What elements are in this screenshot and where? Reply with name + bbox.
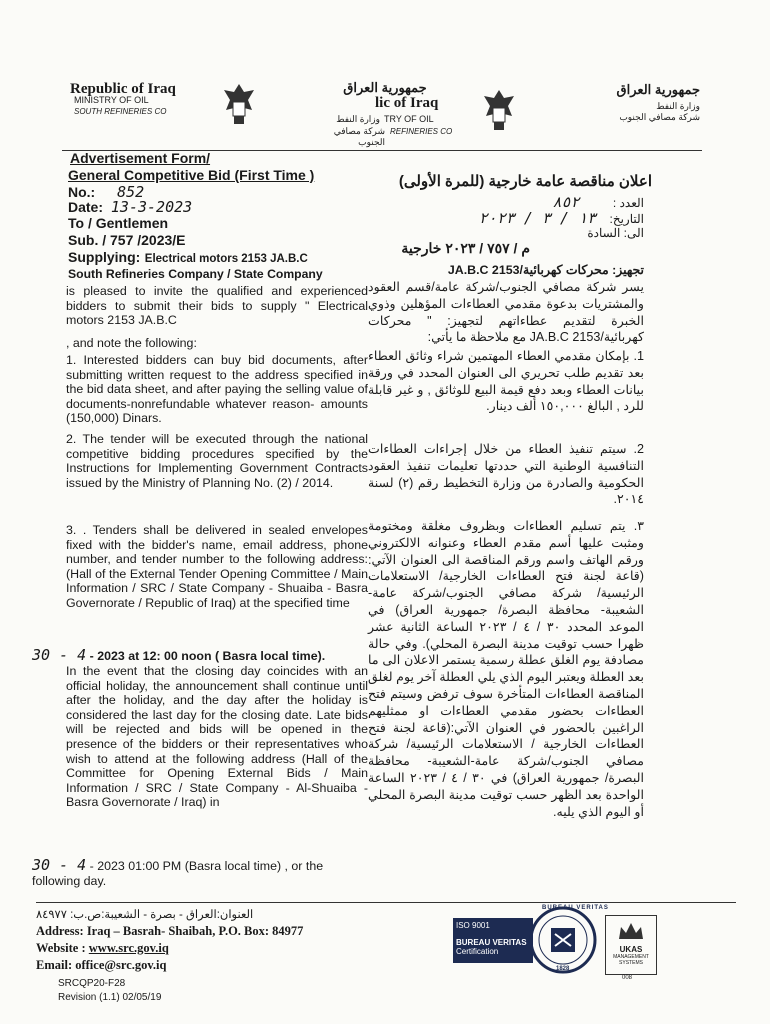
ukas-sub: MANAGEMENT SYSTEMS <box>613 954 649 966</box>
footer-email-link[interactable]: office@src.gov.iq <box>75 958 167 972</box>
arabic-date-label: التاريخ: <box>609 212 644 226</box>
english-opening-text: - 2023 01:00 PM (Basra local time) , or the following day. <box>32 859 324 888</box>
english-date-value: 13-3-2023 <box>110 198 193 216</box>
letterhead-center-company-ar: شركة مصافي الجنوب <box>333 126 385 147</box>
english-supplying-row <box>68 249 308 267</box>
english-intro: is pleased to invite the qualified and experienced bidders to submit their bids to supply " Electrical motors 2153 JA.B.C <box>66 284 368 328</box>
letterhead-left <box>70 81 220 117</box>
letterhead-center-company-en: REFINERIES CO <box>390 127 453 136</box>
english-holiday: In the event that the closing day coincides with an official holiday, the announcement shall continue until after the holiday, and the day after the holiday is considered the last day for the closing date. Late bids will be rejected and bids will be opened in the presence of the bidders or their representatives who wish to attend at the following address (Hall of the Committee for Opening External Bids / Main Information / SRC / State Company - Al-Shuaiba - Basra Governorate / Iraq) in <box>66 664 368 810</box>
letterhead-center-ministry-ar: وزارة النفط <box>336 114 380 124</box>
ukas-number: 008 <box>622 975 633 981</box>
ukas-label: UKAS <box>619 945 643 954</box>
footer-website-link[interactable]: www.src.gov.iq <box>88 941 169 955</box>
letterhead-right <box>580 84 700 123</box>
letterhead-center-ministry-en: TRY OF OIL <box>384 114 434 124</box>
english-opening-hand: 30 - 4 <box>32 856 87 874</box>
footer-address-ar: العنوان:العراق - بصرة - الشعيبة:ص.ب: ٨٤٩٧٧ <box>36 909 254 921</box>
english-company: South Refineries Company / State Company <box>68 267 323 281</box>
english-deadline-text: - 2023 at 12: 00 noon ( Basra local time). <box>89 649 326 663</box>
letterhead-center <box>315 82 455 93</box>
footer-website-row <box>36 941 169 956</box>
letterhead-right-ministry: وزارة النفط <box>656 101 700 111</box>
bv-seal-text: BUREAU VERITAS <box>542 905 609 911</box>
arabic-heading: اعلان مناقصة عامة خارجية (للمرة الأولى) <box>398 173 652 190</box>
footer-email-row <box>36 958 166 973</box>
arabic-date-row <box>479 209 644 227</box>
english-supplying-value: Electrical motors 2153 JA.B.C <box>144 253 308 265</box>
arabic-item-2: 2. سيتم تنفيذ العطاء من خلال إجراءات العطاءات التنافسية الوطنية التي حددتها تعليمات تنفيذ العقود الحكومية والصادرة من وزارة التخطيط رقم (٢) لسنة ٢٠١٤. <box>368 442 644 507</box>
arabic-sub: م / ٧٥٧ / ٢٠٢٣ خارجية <box>401 240 530 256</box>
arabic-item-1: 1. بإمكان مقدمي العطاء المهتمين شراء وثائق العطاء بعد تقديم طلب تحريري الى العنوان المحدد في ورقة بيانات العطاء وبعد دفع قيمة البيع للوثائق , و غير قابلة للرد , البالغ ١٥٠,٠٠٠ ألف دينار. <box>368 349 644 414</box>
english-date-label: Date: <box>68 199 104 215</box>
ukas-crown-icon <box>616 919 646 943</box>
bv-seal-year: 1828 <box>556 966 570 972</box>
bv-cert: Certification <box>456 947 499 956</box>
arabic-intro: يسر شركة مصافي الجنوب/شركة عامة/قسم العقود والمشتريات بدعوة مقدمي العطاءات المؤهلين وذوي الخبرة لتقديم عطاءاتهم لتجهيز: " محركات كهربائية/JA.B.C 2153 مع ملاحظة ما يأتي: <box>368 280 644 345</box>
letterhead-right-title: جمهورية العراق <box>616 82 700 97</box>
english-deadline-hand: 30 - 4 <box>32 646 87 664</box>
english-note: , and note the following: <box>66 336 197 350</box>
english-item-3: 3. . Tenders shall be delivered in sealed envelopes fixed with the bidder's name, email address, phone number, and tender number to the following address: (Hall of the External Tender Opening Committee / Main Information / SRC / State Company - Shuaiba - Basra Governorate / Republic of Iraq) at the specified time <box>66 523 368 610</box>
english-heading-1: Advertisement Form/ <box>70 150 211 166</box>
english-sub: Sub. / 757 /2023/E <box>68 232 186 248</box>
iso-label: ISO 9001 <box>456 921 490 930</box>
footer-revision: Revision (1.1) 02/05/19 <box>58 992 162 1003</box>
footer-doc-code: SRCQP20-F28 <box>58 978 126 989</box>
arabic-date-value: ١٣ / ٣ / ٢٠٢٣ <box>478 209 597 227</box>
english-no-label: No.: <box>68 184 96 200</box>
english-item-1: 1. Interested bidders can buy bid documents, after submitting written request to the address specified in the bid data sheet, and after paying the selling value of documents-nonrefundable whatever reason- amounts (150,000) Dinars. <box>66 353 368 426</box>
iraq-eagle-emblem-icon <box>480 86 518 136</box>
arabic-no-label: العدد : <box>612 196 644 210</box>
letterhead-left-ministry: MINISTRY OF OIL <box>74 95 149 105</box>
footer-email-label: Email: <box>36 958 76 972</box>
english-item-2: 2. The tender will be executed through the national competitive bidding procedures specified by the Instructions for Implementing Government Contracts issued by the Ministry of Planning No. (2) / 2014. <box>66 432 368 490</box>
letterhead-center-title-en: lic of Iraq <box>375 95 439 111</box>
footer-divider <box>36 902 736 903</box>
arabic-item-3: ٣. يتم تسليم العطاءات وبظروف مغلقة ومختومة ومثبت عليها أسم مقدم العطاء وعنوانه الالكتروني ورقم الهاتف واسم ورقم المناقصة الى العنوان الآتي: (قاعة لجنة فتح العطاءات الخارجية/ الاستعلامات الرئيسية/ شركة مصافي الجنوب/شركة عامة- الشعيبة- محافظة البصرة/ جمهورية العراق) في الموعد المحدد ٣٠ / ٤ / ٢٠٢٣ الساعة الثانية عشر ظهرا حسب توقيت مدينة البصرة المحلي). وفي حالة مصادفة يوم الغلق عطلة رسمية يستمر الاعلان الى ما بعد العطلة ويعتبر اليوم الذي يلي العطلة آخر يوم لغلق المناقصة العطاءات المتأخرة سوف ترفض وسيتم فتح العطاءات بحضور مقدمي العطاءات او ممثليهم الراغبين بالحضور في العنوان الآتي:(قاعة لجنة فتح العطاءات الخارجية / الاستعلامات الرئيسية/ شركة مصافي الجنوب/شركة عامة-الشعيبة- محافظة البصرة/ جمهورية العراق) في ٣٠ / ٤ / ٢٠٢٣ الساعة الواحدة بعد الظهر حسب توقيت مدينة البصرة المحلي أو اليوم الذي يليه. <box>368 519 645 819</box>
letterhead-left-title: Republic of Iraq <box>70 81 176 97</box>
bv-name: BUREAU VERITAS <box>456 938 527 947</box>
letterhead-center-title-ar: جمهورية العراق <box>343 80 427 95</box>
arabic-supplying: تجهيز: محركات كهربائية/JA.B.C 2153 <box>447 263 644 277</box>
arabic-no-value: ٨٥٢ <box>552 193 580 211</box>
letterhead-right-company: شركة مصافي الجنوب <box>619 112 700 122</box>
english-heading-2: General Competitive Bid (First Time ) <box>68 167 315 183</box>
english-deadline-row <box>32 646 325 664</box>
english-opening-row <box>32 858 372 889</box>
letterhead-left-company: SOUTH REFINERIES CO <box>74 107 167 116</box>
english-no-value: 852 <box>117 183 145 201</box>
english-to: To / Gentlemen <box>68 215 169 231</box>
footer-website-label: Website : <box>36 941 89 955</box>
arabic-to: الى: السادة <box>587 226 644 240</box>
footer-address-en: Address: Iraq – Basrah- Shaibah, P.O. Box: 84977 <box>36 924 304 938</box>
english-date-row <box>68 198 192 216</box>
iraq-eagle-emblem-icon <box>220 80 258 130</box>
ukas-badge <box>605 915 657 975</box>
english-supplying-label: Supplying: <box>68 249 141 265</box>
iso-certification-badge <box>453 918 533 963</box>
